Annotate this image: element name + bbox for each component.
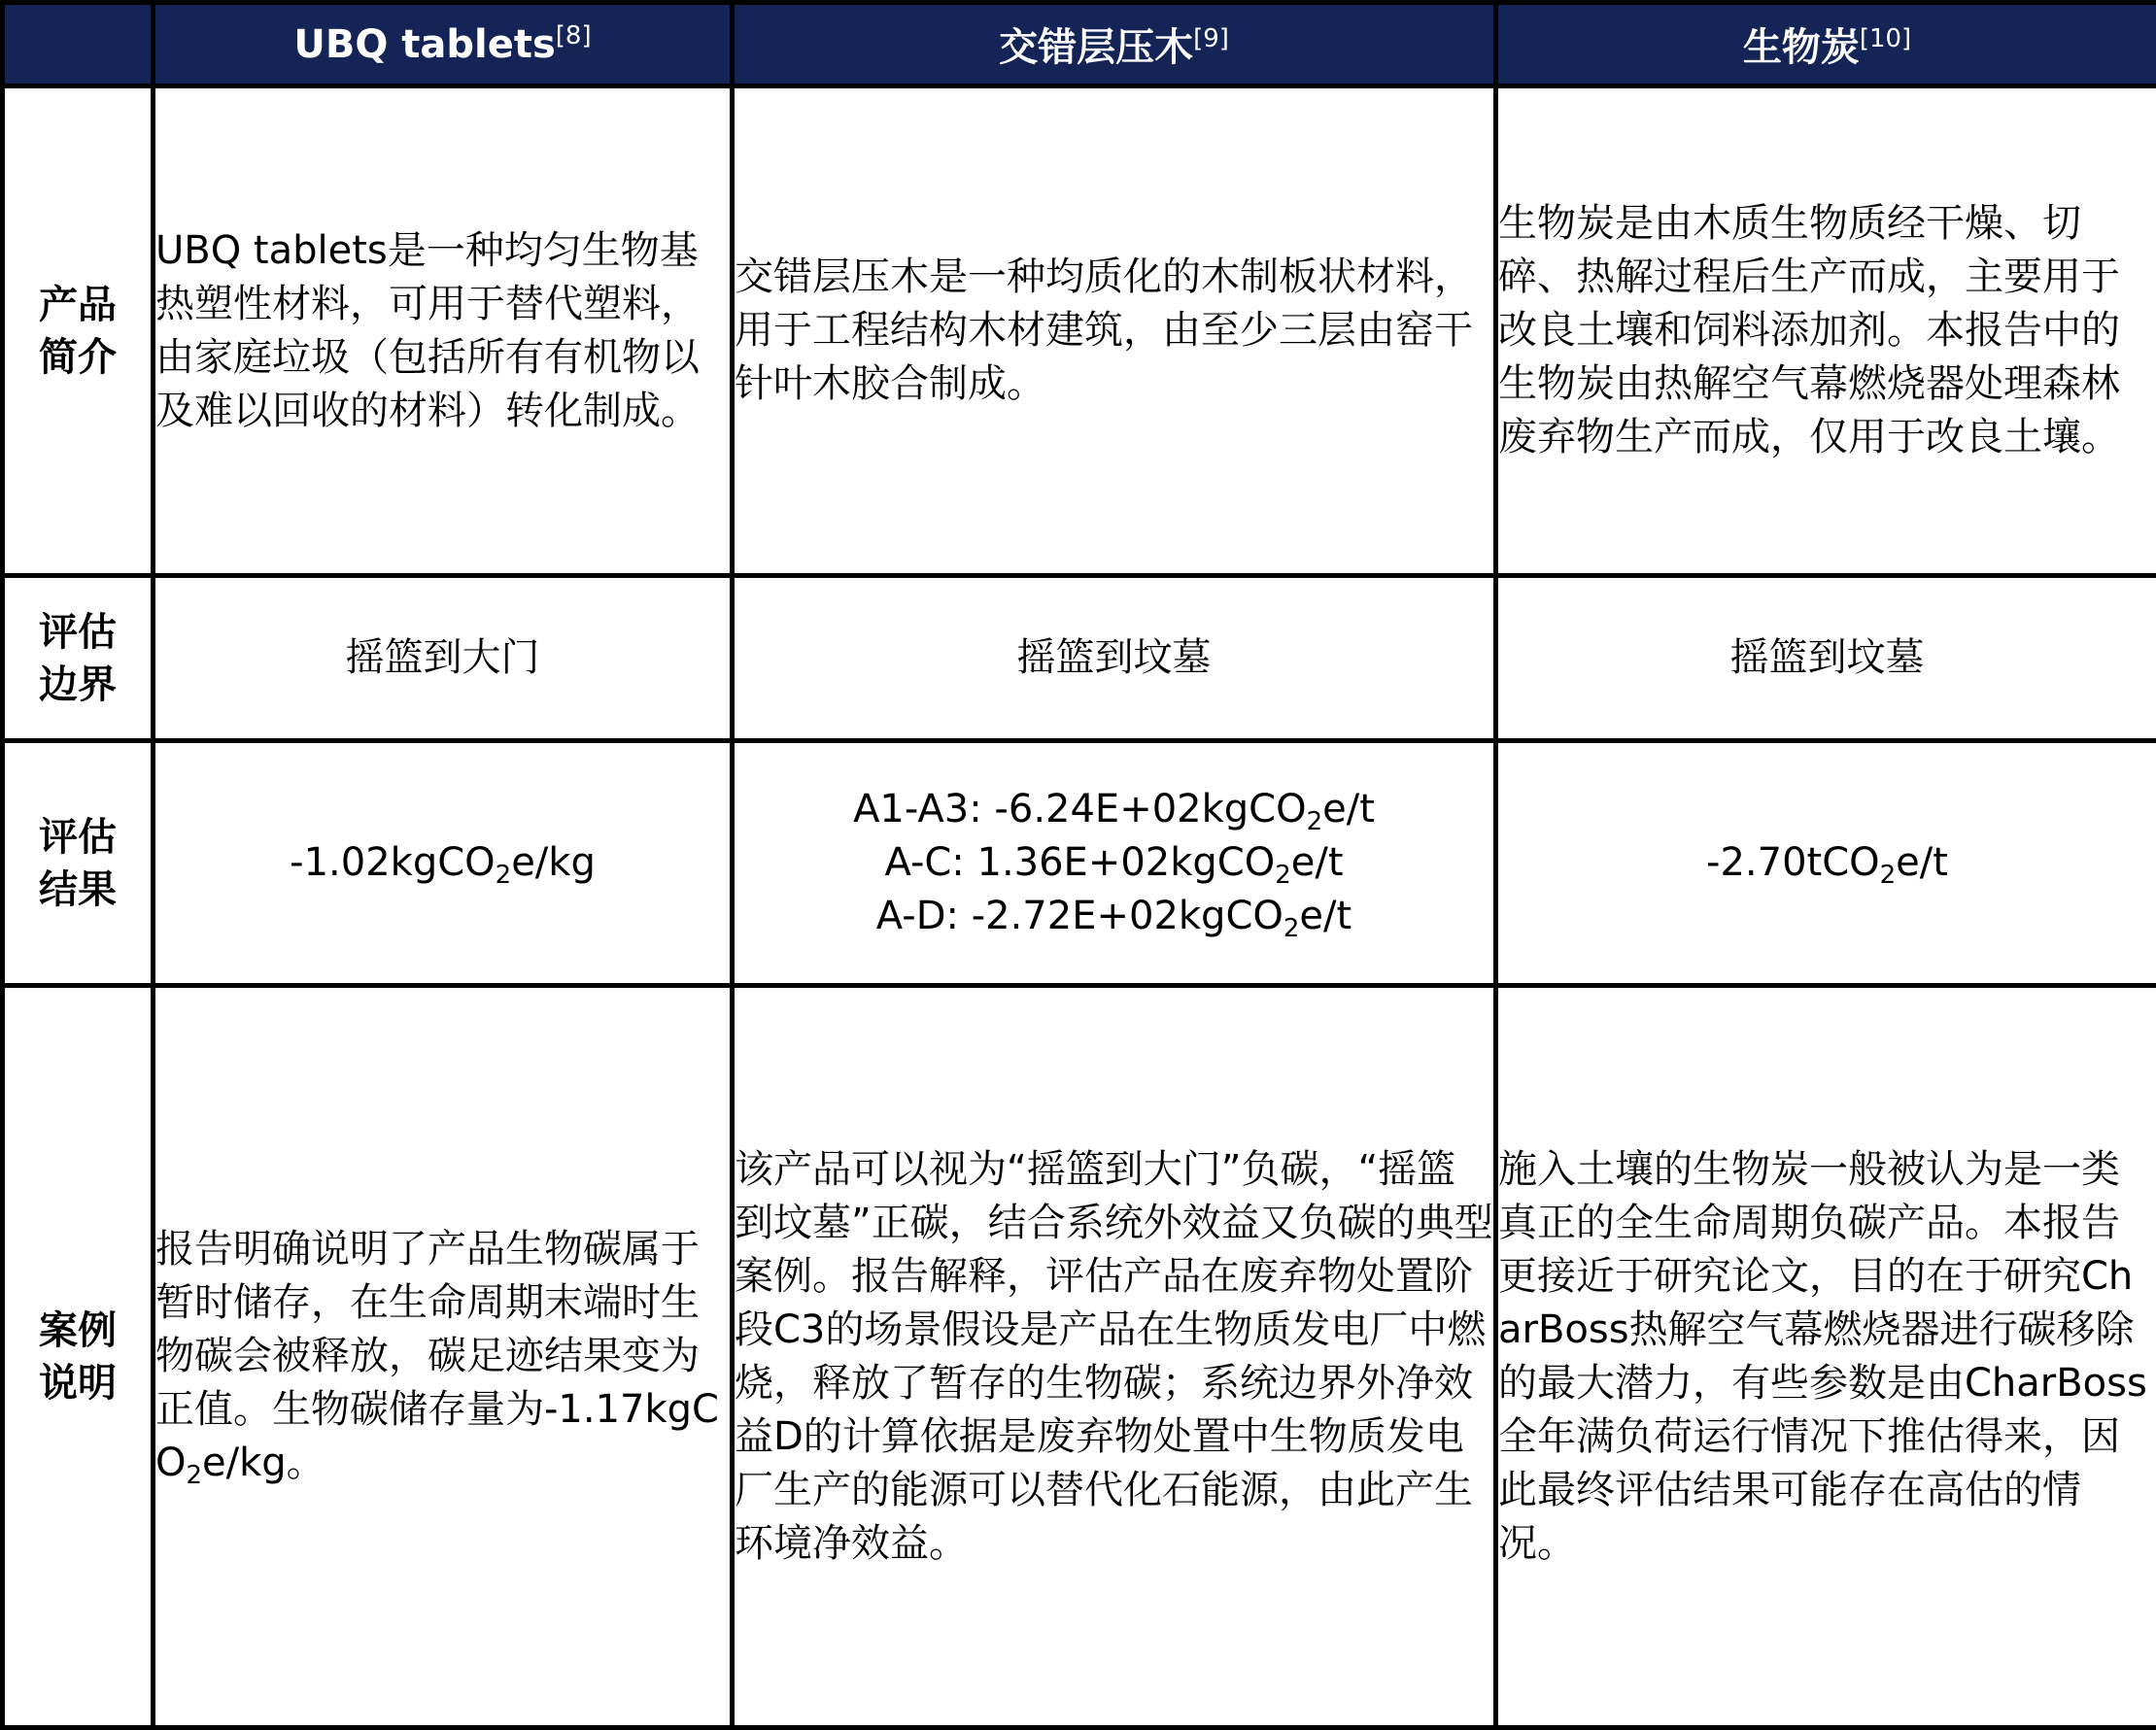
notes-text: 施入土壤的生物炭一般被认为是一类真正的全生命周期负碳产品。本报告更接近于研究论文，目的在于研究CharBoss热解空气幕燃烧器进行碳移除的最大潜力，有些参数是由CharBoss全年满负荷运行情况下推估得来，因此最终评估结果可能存在高估的情况。 [1498,1147,2147,1566]
result-unit: e/kg [511,840,596,885]
row-label [3,741,154,986]
row-label-line: 产品 [5,279,151,331]
row-assessment-result [3,741,2156,986]
reference-mark: [9] [1193,24,1229,53]
notes-text: 报告明确说明了产品生物碳属于暂时储存，在生命周期末端时生物碳会被释放，碳足迹结果变为正值。生物碳储存量为-1.17kgCO [155,1227,719,1485]
header-title: 交错层压木 [999,25,1193,70]
row-label-line: 说明 [5,1357,151,1409]
result-unit: e/t [1299,894,1352,938]
result-value: -2.70tCO [1706,840,1880,885]
reference-mark: [10] [1860,24,1911,53]
row-assessment-boundary [3,576,2156,741]
row-label-line: 案例 [5,1305,151,1357]
header-corner [3,3,154,86]
row-product-intro [3,86,2156,576]
row-label-line: 评估 [5,811,151,864]
cell-biochar-boundary: 摇篮到坟墓 [1496,576,2156,741]
result-line [1498,836,2156,890]
subscript: 2 [1283,914,1300,943]
result-unit: e/t [1291,840,1344,885]
cell-clt-notes [733,986,1496,1728]
cell-ubq-notes [154,986,733,1728]
header-title: UBQ tablets [293,22,555,67]
result-value: A-C: 1.36E+02kgCO [884,840,1275,885]
cell-clt-result [733,741,1496,986]
header-clt [733,3,1496,86]
result-line [155,836,730,890]
cell-biochar-notes [1496,986,2156,1728]
subscript: 2 [186,1461,202,1490]
row-label-line: 边界 [5,659,151,711]
reference-mark: [8] [556,21,592,51]
cell-biochar-result [1496,741,2156,986]
row-label [3,986,154,1728]
header-title: 生物炭 [1743,25,1860,70]
row-label-line: 简介 [5,331,151,384]
subscript: 2 [1880,861,1897,890]
header-biochar [1496,3,2156,86]
cell-biochar-intro: 生物炭是由木质生物质经干燥、切碎、热解过程后生产而成，主要用于改良土壤和饲料添加剂。本报告中的生物炭由热解空气幕燃烧器处理森林废弃物生产而成，仅用于改良土壤。 [1496,86,2156,576]
result-unit: e/t [1322,787,1375,831]
cell-ubq-result [154,741,733,986]
result-value: A1-A3: -6.24E+02kgCO [853,787,1307,831]
row-label-line: 结果 [5,864,151,916]
result-line-a1-a3 [735,783,1493,836]
result-value: -1.02kgCO [290,840,495,885]
result-unit: e/t [1896,840,1948,885]
cell-ubq-boundary: 摇篮到大门 [154,576,733,741]
cell-clt-boundary: 摇篮到坟墓 [733,576,1496,741]
result-line-a-c [735,836,1493,890]
result-value: A-D: -2.72E+02kgCO [876,894,1283,938]
header-ubq-tablets [154,3,733,86]
cell-ubq-intro: UBQ tablets是一种均匀生物基热塑性材料，可用于替代塑料，由家庭垃圾（包括所有有机物以及难以回收的材料）转化制成。 [154,86,733,576]
subscript: 2 [496,861,512,890]
subscript: 2 [1275,861,1291,890]
row-label [3,576,154,741]
row-label-line: 评估 [5,606,151,659]
subscript: 2 [1307,807,1323,836]
header-row [3,3,2156,86]
result-line-a-d [735,890,1493,943]
notes-text-tail: e/kg。 [202,1441,325,1485]
row-case-notes [3,986,2156,1728]
row-label [3,86,154,576]
notes-text: 该产品可以视为“摇篮到大门”负碳，“摇篮到坟墓”正碳，结合系统外效益又负碳的典型案例。报告解释，评估产品在废弃物处置阶段C3的场景假设是产品在生物质发电厂中燃烧，释放了暂存的生物碳；系统边界外净效益D的计算依据是废弃物处置中生物质发电厂生产的能源可以替代化石能源，由此产生环境净效益。 [735,1147,1493,1566]
cell-clt-intro: 交错层压木是一种均质化的木制板状材料，用于工程结构木材建筑，由至少三层由窑干针叶木胶合制成。 [733,86,1496,576]
